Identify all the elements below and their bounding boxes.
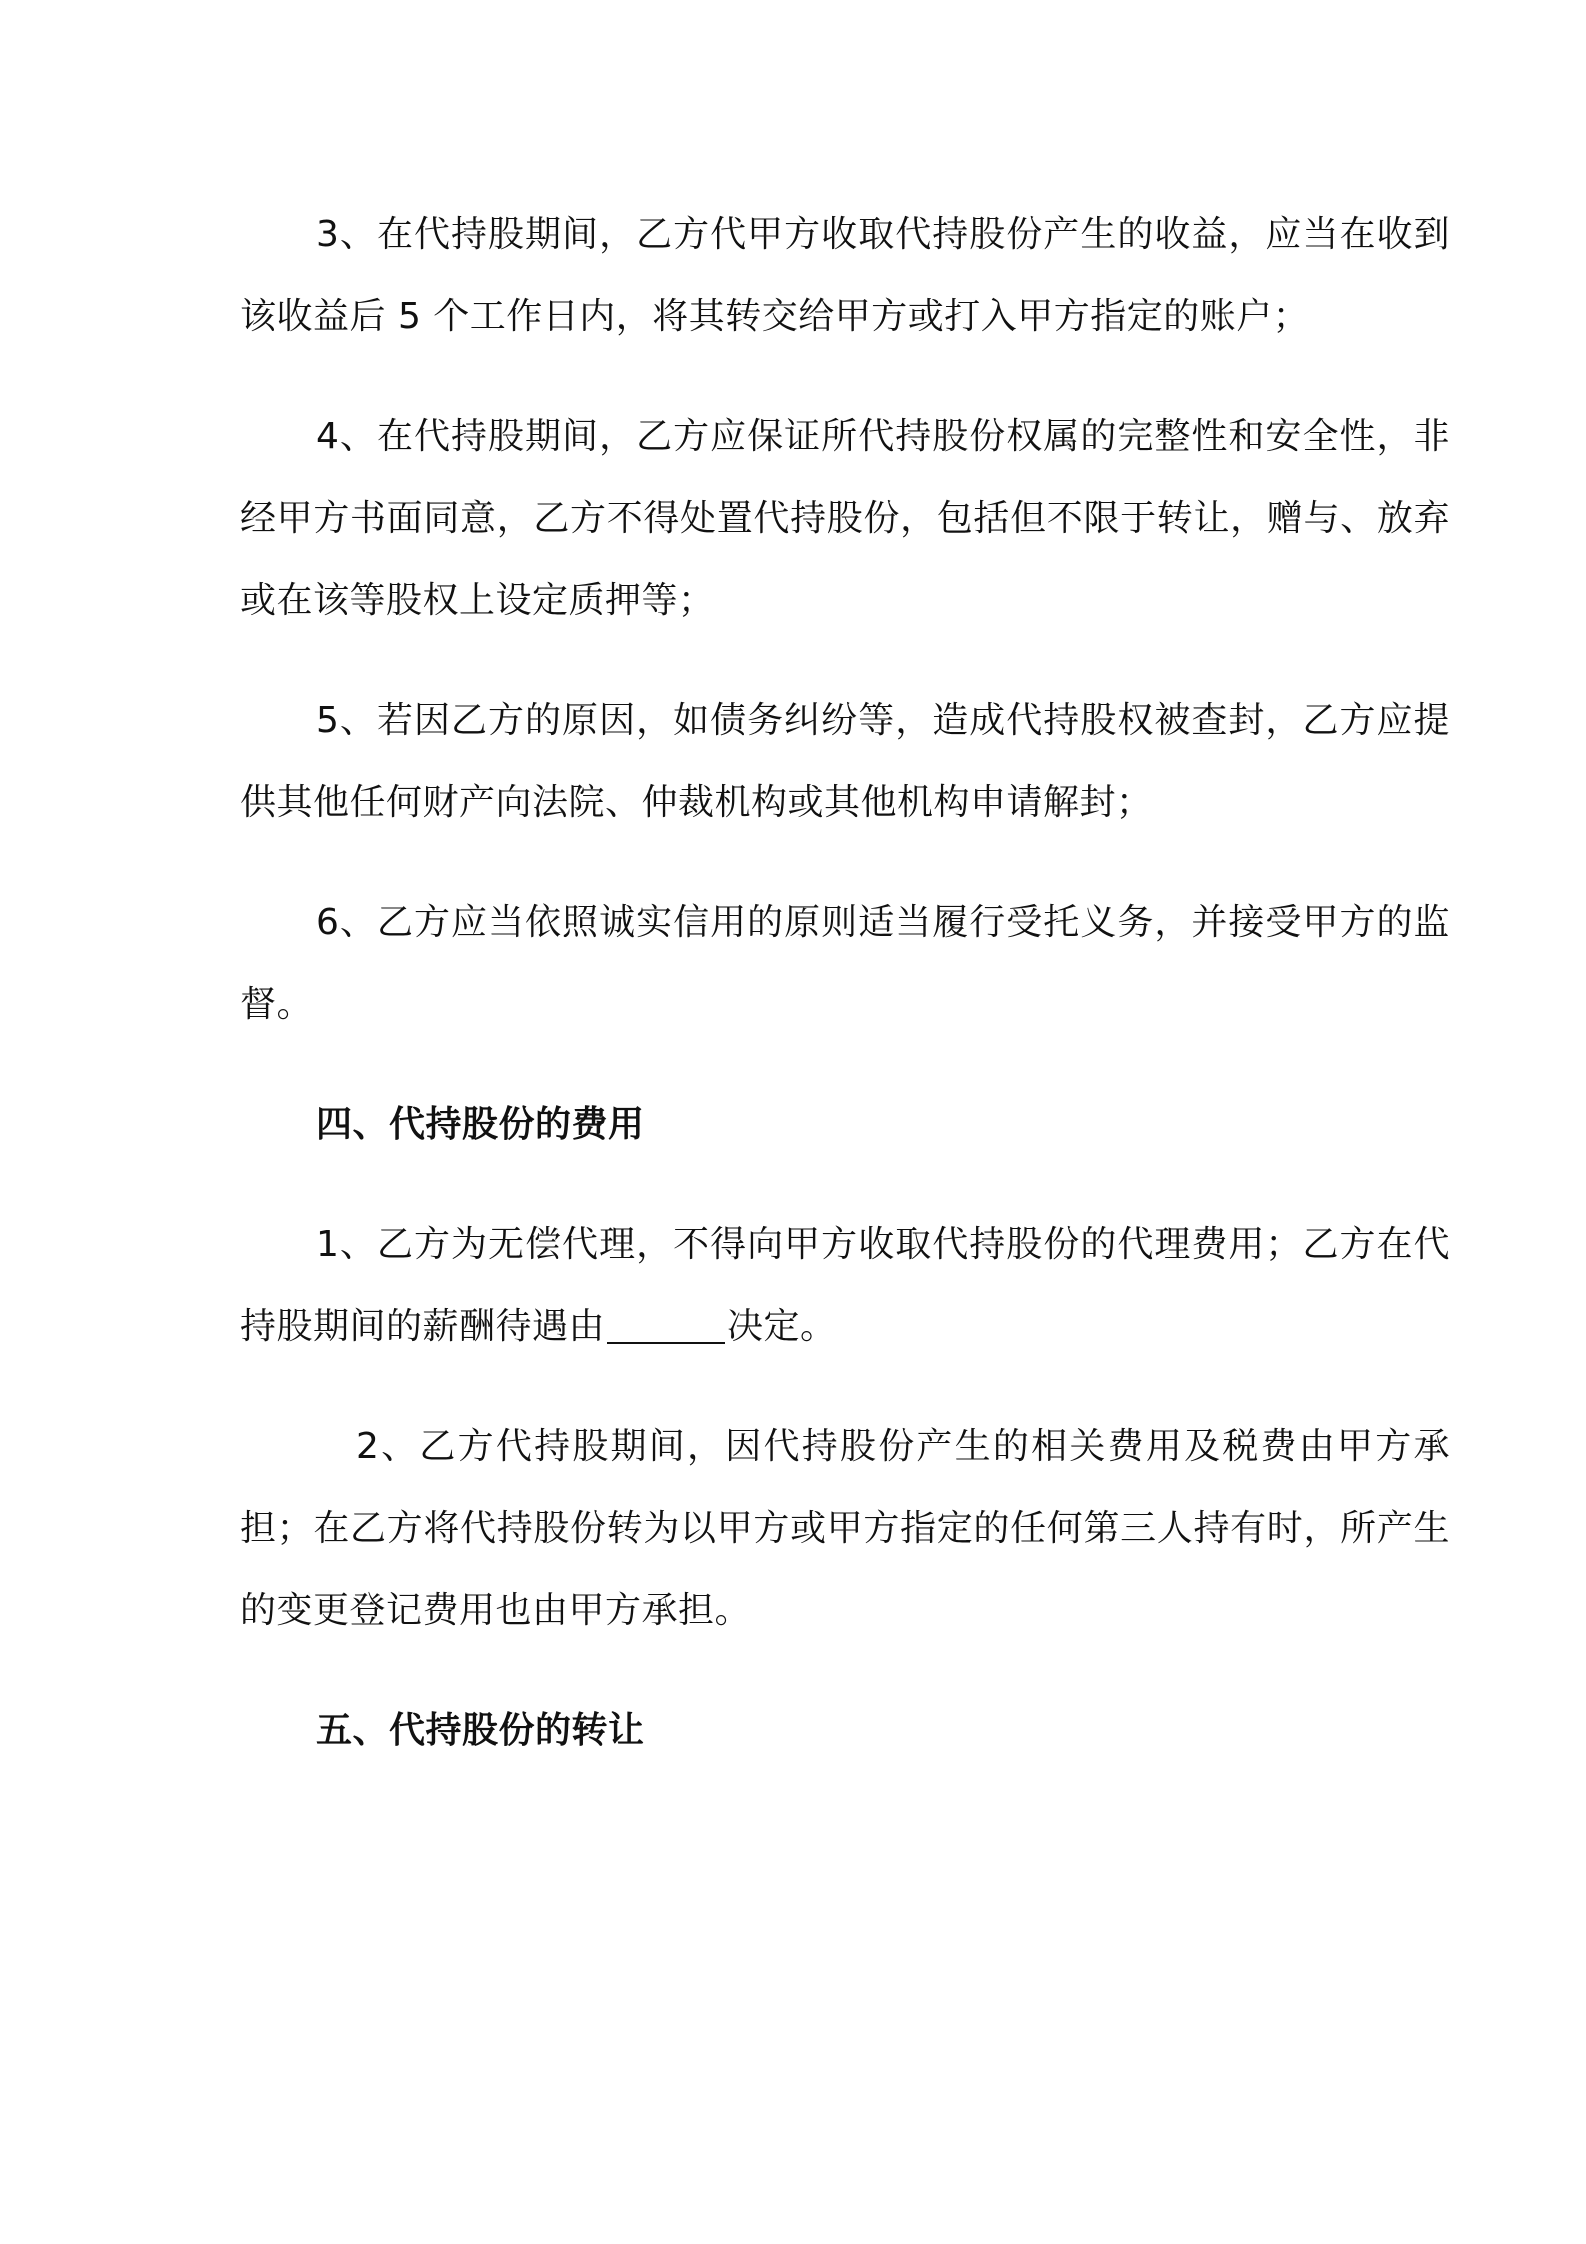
clause-6: 6、乙方应当依照诚实信用的原则适当履行受托义务，并接受甲方的监督。 (240, 902, 1450, 1025)
section-4-clause-1 (240, 1204, 1450, 1368)
section-4-clause-2: 2、乙方代持股期间，因代持股份产生的相关费用及税费由甲方承担；在乙方将代持股份转为以甲方或甲方指定的任何第三人持有时，所产生的变更登记费用也由甲方承担。 (240, 1426, 1450, 1631)
clause-3: 3、在代持股期间，乙方代甲方收取代持股份产生的收益，应当在收到该收益后 5 个工作日内，将其转交给甲方或打入甲方指定的账户； (240, 214, 1450, 337)
section-4-heading: 四、代持股份的费用 (316, 1104, 645, 1145)
document-body (240, 194, 1450, 1772)
section-5-heading: 五、代持股份的转让 (316, 1710, 645, 1751)
section-4-clause-1-text-after: 决定。 (727, 1306, 837, 1347)
section-4-clause-1-text-before: 1、乙方为无偿代理，不得向甲方收取代持股份的代理费用；乙方在代持股期间的薪酬待遇由 (240, 1224, 1450, 1347)
clause-5: 5、若因乙方的原因，如债务纠纷等，造成代持股权被查封，乙方应提供其他任何财产向法院、仲裁机构或其他机构申请解封； (240, 700, 1450, 823)
fill-in-blank-line (607, 1302, 725, 1344)
clause-4: 4、在代持股期间，乙方应保证所代持股份权属的完整性和安全性，非经甲方书面同意，乙方不得处置代持股份，包括但不限于转让，赠与、放弃或在该等股权上设定质押等； (240, 416, 1450, 621)
